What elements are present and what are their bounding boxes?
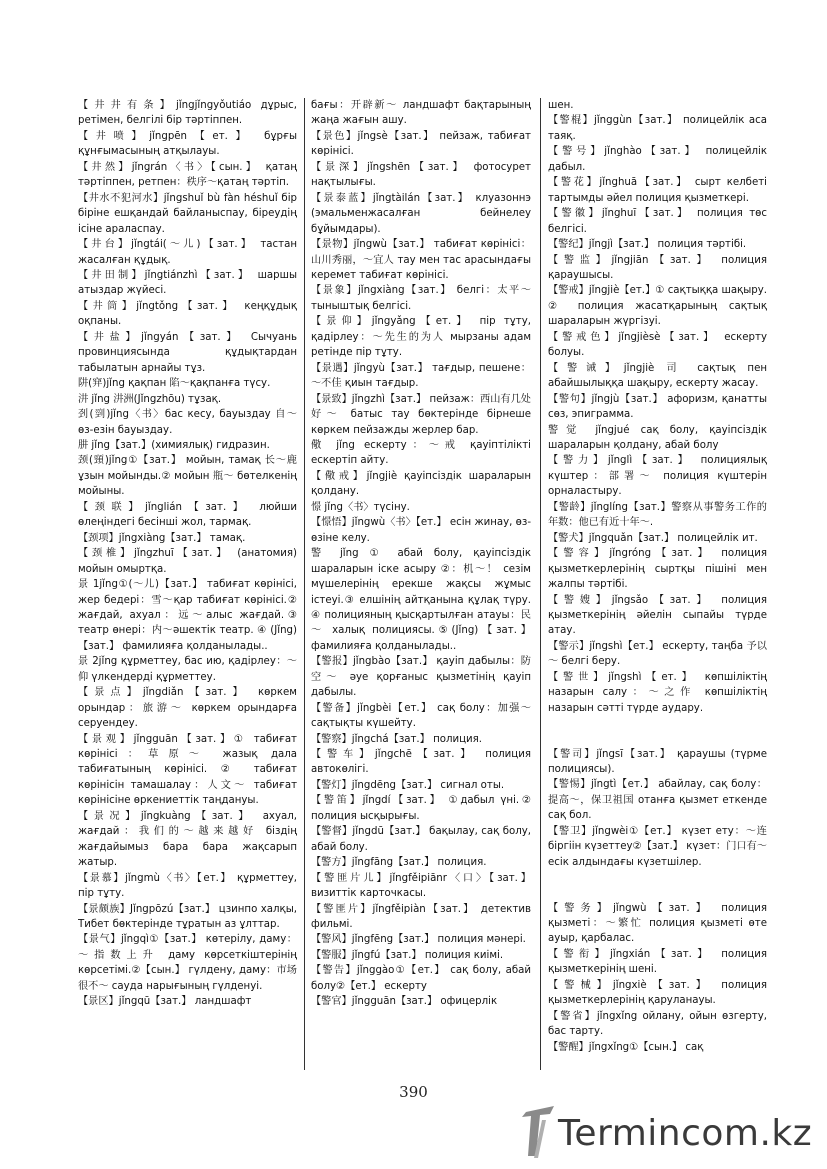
dictionary-entry: 【井田制】jǐngtiánzhì【зат.】 шаршы атыздар жүйесі. xyxy=(78,269,297,297)
dictionary-entry: 【颈椎】jǐngzhuī【зат.】 (анатомия) мойын омыртқа. xyxy=(78,548,297,575)
dictionary-entry: 【景深】jǐngshēn【зат.】 фотосурет нақтылығы. xyxy=(311,161,531,189)
dictionary-entry: 【警风】jǐngfēng【зат.】 полиция мәнері. xyxy=(311,934,526,946)
dictionary-entry: 【颈联】jǐnglián【зат.】 люйши өлеңіндегі бесінші жол, тармақ. xyxy=(78,501,297,529)
column-2 xyxy=(311,98,531,1070)
dictionary-entry: 景 2jǐng құрметтеу, бас ию, қадірлеу：～仰 үлкендерді құрметтеу. xyxy=(78,656,297,683)
dictionary-entry: 汫 jǐng 汫洲(Jǐngzhōu) тұзақ. xyxy=(78,393,222,405)
dictionary-entry: 刭(剄)jǐng〈书〉бас кесу, бауыздау 自～өз-езін бауыздау. xyxy=(78,409,297,436)
dictionary-entry: 【警省】jǐngxǐng ойлану, ойын өзгерту, бас тарту. xyxy=(548,1010,767,1038)
dictionary-entry: 【景气】jǐngqì①【зат.】 көтерілу, даму：～指数上升 даму көрсеткіштерінің көрсетімі.②【сын.】 гүлдену, даму：市场很不～ сауда нарығының гүлденуі. xyxy=(78,934,297,992)
dictionary-entry: 【警务】jǐngwù【зат.】 полиция қызметі：～繁忙 полиция қызметі өте ауыр, қарбалас. xyxy=(548,902,767,945)
dictionary-entry: 【警龄】jǐnglíng【зат.】警察从事警务工作的年数：他已有近十年～. xyxy=(548,501,767,529)
dictionary-entry: 【警世】jǐngshì【ет.】 көпшіліктің назарын салу：～之作 көпшіліктің назарын сәтті түрде аудару. xyxy=(548,671,767,714)
dictionary-entry: 肼 jǐng【зат.】(химиялық) гидразин. xyxy=(78,439,270,451)
dictionary-entry: 【景致】jǐngzhì【зат.】 пейзаж：西山有几处好～ батыс тау бөктерінде бірнеше көркем пейзажды жерлер бар. xyxy=(311,393,531,436)
dictionary-entry: 【景物】jǐngwù【зат.】 табиғат көрінісі：山川秀丽，～宜人 тау мен тас арасындағы керемет табиғат көрінісі. xyxy=(311,239,531,281)
dictionary-entry: 【井井有条】jǐngjǐngyǒutiáo дұрыс, ретімен, белгілі бір тәртіппен. xyxy=(78,100,297,127)
dictionary-entry: 【警花】jǐnghuā【зат.】 сырт келбеті тартымды әйел полиция қызметкері. xyxy=(548,177,767,204)
dictionary-entry: 【警备】jǐngbèi【ет.】 сақ болу：加强～сақтықты күшейту. xyxy=(311,702,531,730)
dictionary-entry: 【警句】jǐngjù【зат.】 афоризм, қанатты сөз, эпиграмма. xyxy=(548,393,767,421)
column-divider xyxy=(540,98,541,1070)
dictionary-entry: 【警灯】jǐngdēng【зат.】 сигнал оты. xyxy=(311,779,505,791)
dictionary-entry: 【儆戒】jǐngjiè қауіпсіздік шараларын қолдану. xyxy=(311,470,531,498)
dictionary-entry: 【景区】jǐngqū【зат.】 ландшафт xyxy=(78,996,252,1008)
dictionary-entry: 【井盐】jǐngyán【зат.】 Сычуань провинциясында құдықтардан табылатын арнайы тұз. xyxy=(78,331,297,374)
dictionary-entry: 【井台】jǐngtái(～儿)【зат.】 тастан жасалған құдық. xyxy=(78,239,297,266)
dictionary-entry: 【景泰蓝】jǐngtàilán【зат.】 клуазоннэ (эмальменжасалған бейнелеу бұйымдары). xyxy=(311,192,531,235)
dictionary-entry: 【景慕】jǐngmù〈书〉【ет.】 құрметтеу, пір тұту. xyxy=(78,872,297,900)
dictionary-entry: 【警匪片儿】jǐngfěipiānr〈口〉【зат.】 визиттік карточкасы. xyxy=(311,872,531,900)
dictionary-entry: 【井筒】jǐngtǒng【зат.】 кеңқұдық оқпаны. xyxy=(78,300,297,328)
dictionary-entry: 【警诫】jǐngjiè 司 сақтық пен абайшылыққа шақыру, ескерту жасау. xyxy=(548,362,767,390)
dictionary-entry: шен. xyxy=(548,100,574,111)
column-1 xyxy=(78,98,297,1070)
dictionary-entry: 【景色】jǐngsè【зат.】 пейзаж, табиғат көрінісі. xyxy=(311,130,531,158)
dictionary-entry: 【警徽】jǐnghuī【зат.】 полиция төс белгісі. xyxy=(548,208,767,235)
dictionary-entry: 【井水不犯河水】jǐngshuǐ bù fàn héshuǐ бір біріне ешқандай байланыспау, біреудің ісіне араласпау. xyxy=(78,192,297,235)
dictionary-entry: 【警卫】jǐngwèi①【ет.】 күзет ету：～连 біргіін күзеттеу②【зат.】 күзет：门口有～ есік алдындағы күзетшілер. xyxy=(548,825,767,868)
dictionary-entry: 【警戒】jǐngjiè【ет.】① сақтыққа шақыру. ② полиция жасатқарының сақтық шараларын жүргізуі. xyxy=(548,285,767,328)
dictionary-entry: 【警醒】jǐngxǐng①【сын.】 сақ xyxy=(548,1041,704,1053)
column-divider xyxy=(304,98,305,1070)
dictionary-entry: 【井喷】jǐngpēn【ет.】 бұрғы құнғымасының атқылауы. xyxy=(78,130,297,158)
dictionary-entry: 【警力】jǐnglì【зат.】 полициялық күштер：部署～ полиция күштерін орналастыру. xyxy=(548,455,767,498)
page-number: 390 xyxy=(399,1083,428,1101)
dictionary-entry: 【憬悟】jǐngwù〈书〉【ет.】 есін жинау, өз-өзіне келу. xyxy=(311,517,531,544)
logo-text[interactable]: Termincom.kz xyxy=(558,1113,813,1154)
dictionary-entry: 【井然】jǐngrán〈书〉【сын.】 қатаң тәртіппен, ретпен：秩序～қатаң тәртіп. xyxy=(78,161,297,189)
dictionary-entry: 【警笛】jǐngdí【зат.】 ①дабыл үні.② полиция ысқырығы. xyxy=(311,795,531,822)
dictionary-entry: 憬 jǐng〈书〉түсіну. xyxy=(311,501,410,513)
dictionary-entry: 【警嫂】jǐngsǎo【зат.】 полиция қызметкерінің әйелін сыпайы түрде атау. xyxy=(548,594,767,637)
dictionary-entry: 【警械】jǐngxiè【зат.】 полиция қызметкерлерінің қаруланауы. xyxy=(548,979,767,1007)
dictionary-entry: 【警惕】jǐngtì【ет.】 абайлау, сақ болу：提高～，保卫祖国 отанға қызмет еткенде сақ бол. xyxy=(548,779,767,822)
dictionary-entry: 【景遇】jǐngyù【зат.】 тағдыр, пешене：～不佳 қиын тағдыр. xyxy=(311,362,531,390)
dictionary-entry: 【警察】jǐngchá【зат.】 полиция. xyxy=(311,733,483,745)
dictionary-entry: 【景点】jǐngdiǎn【зат.】 көркем орындар：旅游～ көркем орындарға серуендеу. xyxy=(78,687,297,730)
dictionary-entry: 【警纪】jǐngjì【зат.】 полиция тәртібі. xyxy=(548,239,747,251)
entry-spacer xyxy=(548,726,767,736)
dictionary-entry: 警觉 jǐngjué сақ болу, қауіпсіздік шараларын қолдану, абай болу xyxy=(548,424,767,451)
dictionary-entry: 【景仰】jǐngyǎng【ет.】 пір тұту, қадірлеу：～先生的为人 мырзаны адам ретінде пір тұту. xyxy=(311,316,531,359)
dictionary-entry: 【警号】jǐnghào【зат.】 полицейлік дабыл. xyxy=(548,146,767,173)
dictionary-entry: 警 jǐng ① абай болу, қауіпсіздік шараларын іске асыру ②：机～！ сезім мүшелерінің ерекше жақсы жұмыс істеуі.③ елшінің айтқанына құлақ түру. ④ полицияның қысқартылған атауы：民～ халық полициясы.⑤(Jǐng)【зат.】 фамилияға қолданылады.. xyxy=(311,548,531,652)
dictionary-entry: 【警戒色】jǐngjièsè【зат.】 ескерту болуы. xyxy=(548,331,767,359)
dictionary-entry: 【警棍】jǐnggùn【зат.】 полицейлік аса таяқ. xyxy=(548,115,767,142)
dictionary-entry: 【景象】jǐngxiàng【зат.】 белгі：太平～тыныштық белгісі. xyxy=(311,285,531,312)
dictionary-entry: 【警告】jǐnggào①【ет.】 сақ болу, абай болу②【ет.】 ескерту xyxy=(311,965,531,992)
dictionary-entry: 【颈项】jǐngxiàng【зат.】 тамақ. xyxy=(78,532,246,544)
dictionary-entry: 【景颇族】Jǐngpōzú【зат.】 цзинпо халқы, Тибет бөктерінде тұратын аз ұлттар. xyxy=(78,903,297,931)
dictionary-entry: 【警报】jǐngbào【зат.】 қауіп дабылы：防空～ әуе қорғаныс қызметінің қауіп дабылы. xyxy=(311,656,531,699)
dictionary-entry: 【警官】jǐngguān【зат.】 офицерлік xyxy=(311,996,498,1008)
dictionary-entry: 【警方】jǐngfāng【зат.】 полиция. xyxy=(311,857,487,869)
dictionary-entry: бағы：开辟新～ ландшафт бақтарының жаңа жағын ашу. xyxy=(311,100,531,127)
dictionary-entry: 【警车】jǐngchē【зат.】 полиция автокөлігі. xyxy=(311,749,531,776)
dictionary-entry: 【景观】jǐngguān【зат.】① табиғат көрінісі：草原～ жазық дала табиғатының көрінісі. ② табиғат көрінісін тамашалау：人文～ табиғат көрінісіне өркениеттік таңдануы. xyxy=(78,733,297,807)
dictionary-entry: 【警司】jǐngsī【зат.】 қараушы (түрме полициясы). xyxy=(548,748,767,775)
dictionary-entry: 【警督】jǐngdū【зат.】 бақылау, сақ болу, абай болу. xyxy=(311,826,531,853)
dictionary-entry: 景 1jǐng①(～儿)【зат.】 табиғат көрінісі, жер бедері：雪～қар табиғат көрінісі.② жағдай, ахуал：远～алыс жағдай.③ театр өнері：内～әшектік театр. ④ (Jǐng)【зат.】 фамилияға қолданылады.. xyxy=(78,579,297,652)
dictionary-entry: 【警示】jǐngshì【ет.】 ескерту, таңба 予以～ белгі беру. xyxy=(548,640,767,668)
dictionary-entry: 颈(頸)jǐng①【зат.】 мойын, тамақ 长～鹿 ұзын мойынды.② мойын 瓶～ бөтелкенің мойыны. xyxy=(78,455,297,498)
dictionary-entry: 阱(穽)jǐng қақпан 陷～қақпанға түсу. xyxy=(78,378,271,390)
entry-spacer xyxy=(548,880,767,890)
dictionary-entry: 【警监】jǐngjiān【зат.】 полиция қараушысы. xyxy=(548,254,767,281)
dictionary-entry: 【警衔】jǐngxián【зат.】 полиция қызметкерінің шені. xyxy=(548,948,767,976)
dictionary-entry: 【警容】jǐngróng【зат.】 полиция қызметкерлерінің сыртқы пішіні мен жалпы тәртібі. xyxy=(548,548,767,591)
dictionary-entry: 儆 jǐng ескерту：～戒 қауіптілікті ескертіп айту. xyxy=(311,439,531,467)
dictionary-entry: 【警匪片】jǐngfěipiàn【зат.】 детектив фильмі. xyxy=(311,903,531,931)
dictionary-entry: 【警犬】jǐngquǎn【зат.】 полицейлік ит. xyxy=(548,532,758,544)
column-3 xyxy=(548,98,767,1070)
dictionary-entry: 【景况】jǐngkuàng【зат.】 ахуал, жағдай：我们的～越来越好 біздің жағдайымыз бара бара жақсарып жатыр. xyxy=(78,810,297,869)
dictionary-entry: 【警服】jǐngfú【зат.】 полиция киімі. xyxy=(311,949,504,961)
